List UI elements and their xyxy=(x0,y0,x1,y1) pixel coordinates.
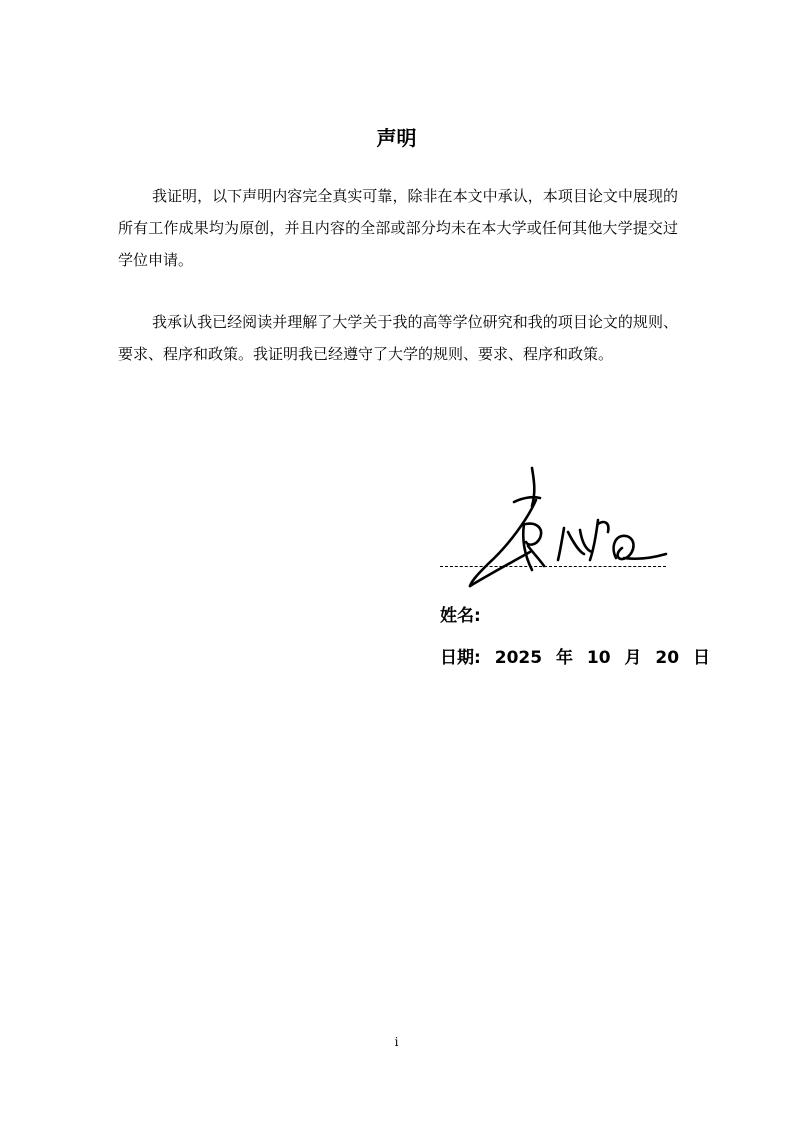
date-day: 20 xyxy=(655,648,680,668)
date-day-unit: 日 xyxy=(693,648,711,668)
page-number: i xyxy=(394,1035,399,1049)
date-label: 日期: xyxy=(440,648,481,668)
date-month: 10 xyxy=(586,648,611,668)
declaration-paragraph-originality: 我证明，以下声明内容完全真实可靠，除非在本文中承认，本项目论文中展现的所有工作成果均为原创，并且内容的全部或部分均未在本大学或任何其他大学提交过学位申请。 xyxy=(118,187,678,269)
date-month-unit: 月 xyxy=(624,648,642,668)
declaration-paragraph-compliance: 我承认我已经阅读并理解了大学关于我的高等学位研究和我的项目论文的规则、要求、程序和政策。我证明我已经遵守了大学的规则、要求、程序和政策。 xyxy=(118,313,678,363)
page-title: 声明 xyxy=(376,126,417,150)
date-year: 2025 xyxy=(494,648,543,668)
signature-area xyxy=(440,462,680,592)
handwritten-signature xyxy=(440,462,680,592)
name-label: 姓名: xyxy=(440,606,481,626)
signature-line xyxy=(440,566,666,567)
date-year-unit: 年 xyxy=(555,648,573,668)
date-line xyxy=(440,646,710,670)
